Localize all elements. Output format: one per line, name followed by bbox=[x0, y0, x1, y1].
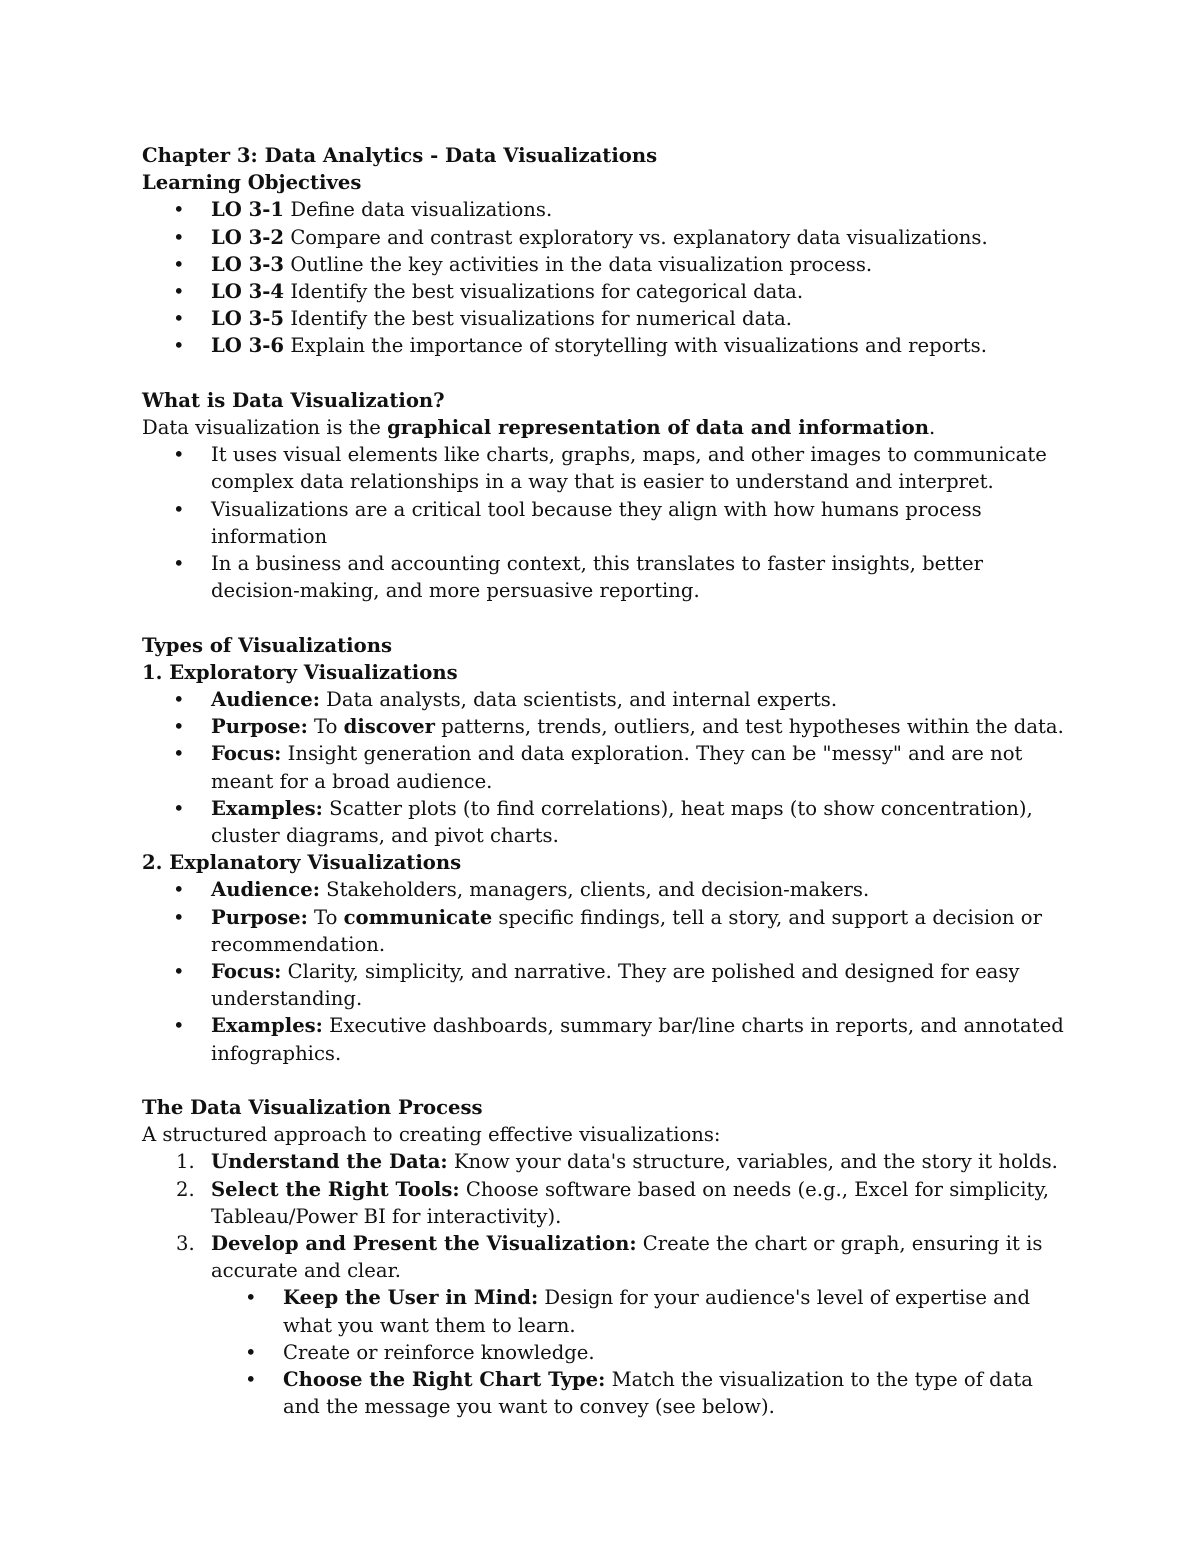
list-item: • LO 3-5 Identify the best visualizations for numerical data. bbox=[173, 307, 793, 331]
list-item: • LO 3-4 Identify the best visualizations for categorical data. bbox=[173, 280, 804, 304]
list-item: • Focus: Insight generation and data exploration. They can be "messy" and are not meant for a broad audience. bbox=[173, 742, 1023, 793]
section-heading-process: The Data Visualization Process bbox=[142, 1096, 483, 1120]
list-item: • LO 3-2 Compare and contrast exploratory vs. explanatory data visualizations. bbox=[173, 225, 988, 249]
list-item: • LO 3-1 Define data visualizations. bbox=[173, 198, 553, 222]
list-item: • Keep the User in Mind: Design for your audience's level of expertise and what you want them to learn. bbox=[245, 1286, 1031, 1337]
list-item: • Create or reinforce knowledge. bbox=[245, 1340, 595, 1364]
section-heading-what-is: What is Data Visualization? bbox=[142, 388, 445, 412]
list-item: 1. Understand the Data: Know your data's structure, variables, and the story it holds. bbox=[176, 1150, 1058, 1174]
list-item: • In a business and accounting context, this translates to faster insights, better decision-making, and more persuasive reporting. bbox=[173, 552, 983, 603]
learning-objectives-list bbox=[142, 196, 1072, 359]
list-item: • Examples: Executive dashboards, summary bar/line charts in reports, and annotated infographics. bbox=[173, 1014, 1064, 1065]
subheading-exploratory: 1. Exploratory Visualizations bbox=[142, 660, 458, 684]
page-title: Chapter 3: Data Analytics - Data Visualizations bbox=[142, 144, 658, 167]
list-item: • It uses visual elements like charts, graphs, maps, and other images to communicate complex data relationships in a way that is easier to understand and interpret. bbox=[173, 443, 1047, 494]
list-item: • LO 3-3 Outline the key activities in the data visualization process. bbox=[173, 252, 873, 276]
exploratory-list bbox=[142, 686, 1072, 849]
list-item: • Audience: Data analysts, data scientists, and internal experts. bbox=[173, 688, 838, 712]
explanatory-list bbox=[142, 876, 1072, 1066]
definition-paragraph: Data visualization is the graphical representation of data and information. bbox=[142, 416, 936, 440]
list-item: • Focus: Clarity, simplicity, and narrative. They are polished and designed for easy understanding. bbox=[173, 960, 1020, 1011]
process-sub-list bbox=[142, 1284, 1072, 1420]
list-item: • Visualizations are a critical tool because they align with how humans process information bbox=[173, 497, 982, 548]
list-item: • Choose the Right Chart Type: Match the visualization to the type of data and the message you want to convey (see below). bbox=[245, 1368, 1033, 1419]
list-item: 3. Develop and Present the Visualization: Create the chart or graph, ensuring it is accurate and clear. • Keep the User in Mind: Design for your audience's level of expertise and what you want them to learn. • Create or reinforce knowledge. • Choose the Right Chart Type: Match the visualization to the type of data and the message you want to convey (see below). bbox=[142, 1230, 1072, 1420]
list-item: • Purpose: To communicate specific findings, tell a story, and support a decision or recommendation. bbox=[173, 905, 1042, 956]
section-heading-types: Types of Visualizations bbox=[142, 633, 392, 657]
list-item: 2. Select the Right Tools: Choose software based on needs (e.g., Excel for simplicity, Tableau/Power BI for interactivity). bbox=[176, 1177, 1050, 1228]
list-item: • LO 3-6 Explain the importance of storytelling with visualizations and reports. bbox=[173, 334, 987, 358]
learning-objectives-heading: Learning Objectives bbox=[142, 171, 362, 195]
document-page bbox=[142, 142, 1072, 1421]
list-item: • Examples: Scatter plots (to find correlations), heat maps (to show concentration), cluster diagrams, and pivot charts. bbox=[173, 796, 1033, 848]
process-intro: A structured approach to creating effective visualizations: bbox=[142, 1123, 721, 1147]
list-item: • Purpose: To discover patterns, trends, outliers, and test hypotheses within the data. bbox=[173, 715, 1064, 739]
subheading-explanatory: 2. Explanatory Visualizations bbox=[142, 851, 462, 875]
process-steps-list bbox=[142, 1148, 1072, 1420]
what-is-list bbox=[142, 441, 1072, 604]
list-item: • Audience: Stakeholders, managers, clients, and decision-makers. bbox=[173, 878, 870, 902]
